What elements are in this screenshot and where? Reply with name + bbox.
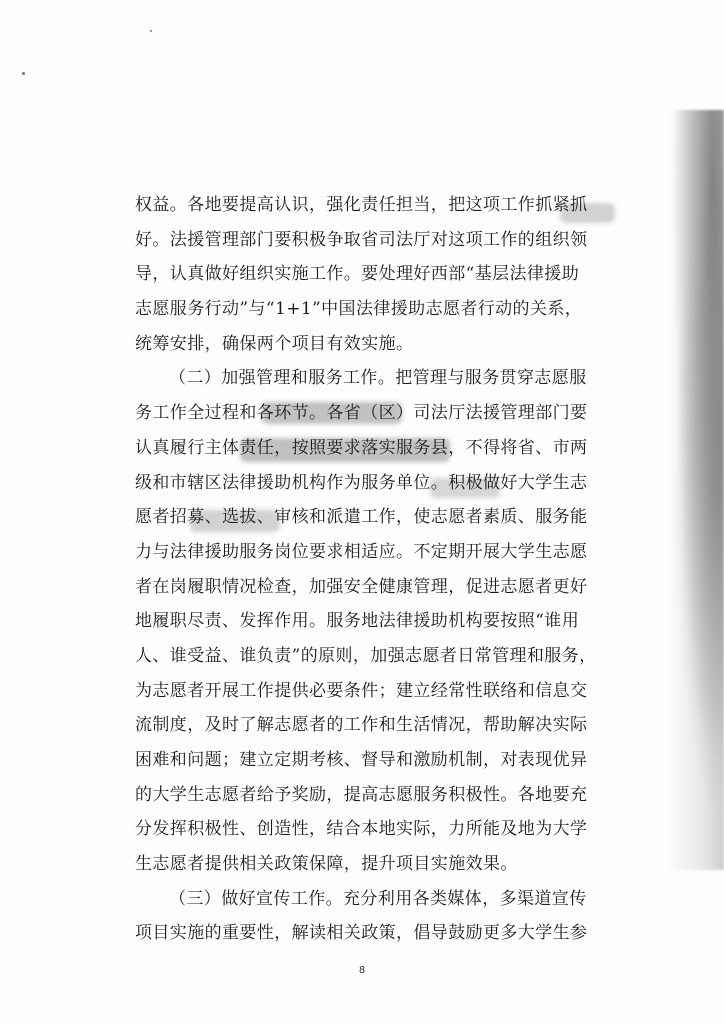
text-line: 统筹安排，确保两个项目有效实施。 [135, 333, 414, 354]
scan-edge-shadow [666, 110, 724, 870]
text-line: 地履职尽责、发挥作用。服务地法律援助机构要按照“谁用 [135, 611, 580, 632]
page-number: 8 [358, 965, 366, 976]
text-line: 务工作全过程和各环节。各省（区）司法厅法援管理部门要 [135, 403, 588, 424]
scan-speck [22, 72, 25, 75]
text-line: 导，认真做好组织实施工作。要处理好西部“基层法律援助 [135, 264, 580, 285]
text-line: 认真履行主体责任，按照要求落实服务县，不得将省、市两 [135, 437, 588, 458]
text-line: 志愿服务行动”与“1+1”中国法律援助志愿者行动的关系， [135, 299, 583, 320]
text-line: 权益。各地要提高认识，强化责任担当，把这项工作抓紧抓 [135, 195, 588, 215]
section-heading-line: （三）做好宣传工作。充分利用各类媒体，多渠道宣传 [169, 888, 587, 909]
text-line: 分发挥积极性、创造性，结合本地实际，力所能及地为大学 [135, 819, 588, 840]
text-line: 好。法援管理部门要积极争取省司法厅对这项工作的组织领 [135, 229, 588, 250]
text-line: 愿者招募、选拔、审核和派遣工作，使志愿者素质、服务能 [135, 507, 588, 528]
text-line: 者在岗履职情况检查，加强安全健康管理，促进志愿者更好 [135, 576, 588, 597]
text-line: 困难和问题；建立定期考核、督导和激励机制，对表现优异 [135, 750, 588, 770]
text-line: 项目实施的重要性，解读相关政策，倡导鼓励更多大学生参 [135, 923, 588, 944]
text-line: 力与法律援助服务岗位要求相适应。不定期开展大学生志愿 [135, 541, 588, 562]
section-heading-line: （二）加强管理和服务工作。把管理与服务贯穿志愿服 [169, 368, 587, 389]
text-line: 为志愿者开展工作提供必要条件；建立经常性联络和信息交 [135, 680, 588, 701]
body-text [135, 188, 615, 951]
text-line: 的大学生志愿者给予奖励，提高志愿服务积极性。各地要充 [135, 784, 588, 805]
text-line: 级和市辖区法律援助机构作为服务单位。积极做好大学生志 [135, 472, 588, 493]
text-line: 流制度，及时了解志愿者的工作和生活情况，帮助解决实际 [135, 715, 588, 736]
text-line: 生志愿者提供相关政策保障，提升项目实施效果。 [135, 854, 518, 875]
text-line: 人、谁受益、谁负责”的原则，加强志愿者日常管理和服务， [135, 645, 597, 666]
scan-speck [150, 30, 152, 32]
